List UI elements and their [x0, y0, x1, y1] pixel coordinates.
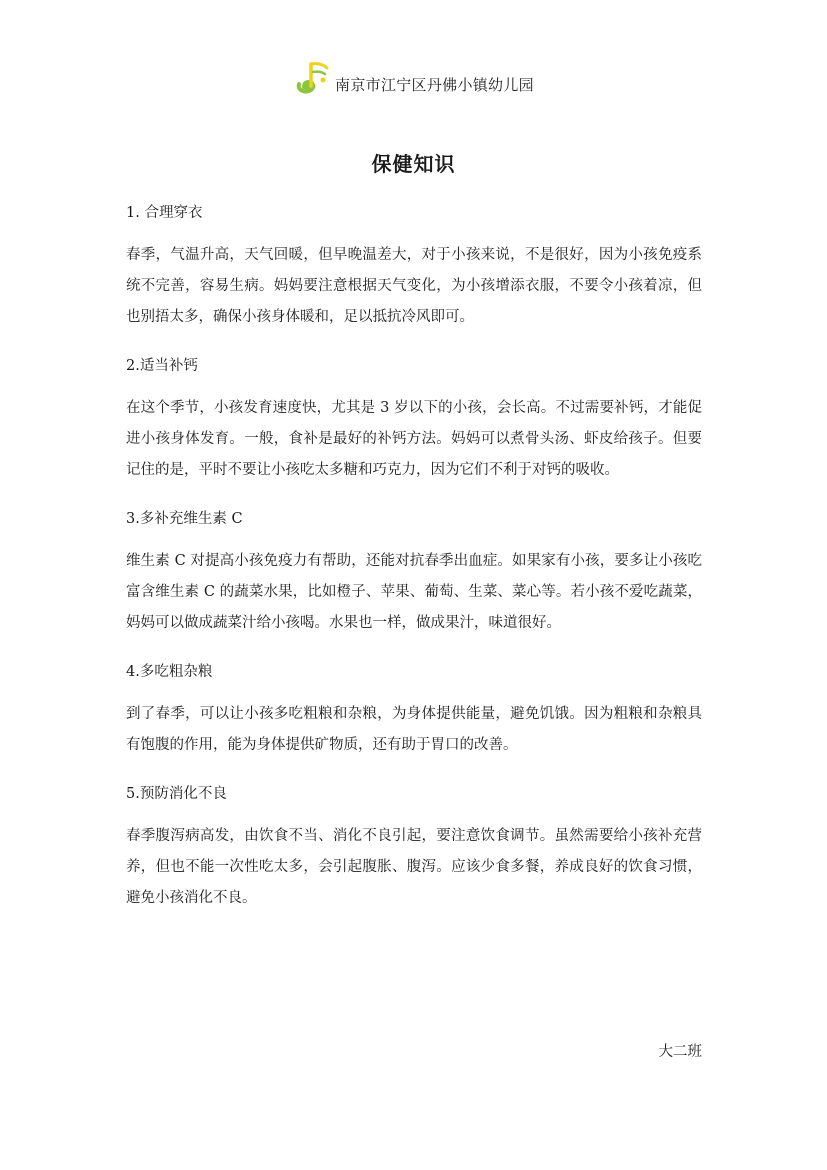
- section-5: [126, 779, 702, 914]
- section-2: [126, 351, 702, 486]
- section-1: [126, 198, 702, 333]
- section-body: 在这个季节，小孩发育速度快，尤其是 3 岁以下的小孩，会长高。不过需要补钙，才能促进小孩身体发育。一般，食补是最好的补钙方法。妈妈可以煮骨头汤、虾皮给孩子。但要记住的是，平时不要让小孩吃太多糖和巧克力，因为它们不利于对钙的吸收。: [126, 400, 702, 478]
- section-body: 维生素 C 对提高小孩免疫力有帮助，还能对抗春季出血症。如果家有小孩，要多让小孩吃富含维生素 C 的蔬菜水果，比如橙子、苹果、葡萄、生菜、菜心等。若小孩不爱吃蔬菜，妈妈可以做成蔬菜汁给小孩喝。水果也一样，做成果汁，味道很好。: [126, 553, 702, 631]
- article-content: [126, 198, 702, 932]
- section-4: [126, 657, 702, 761]
- section-heading: 2.适当补钙: [126, 358, 198, 374]
- section-heading: 3.多补充维生素 C: [126, 511, 243, 527]
- section-body: 春季腹泻病高发，由饮食不当、消化不良引起，要注意饮食调节。虽然需要给小孩补充营养，但也不能一次性吃太多，会引起腹胀、腹泻。应该少食多餐，养成良好的饮食习惯，避免小孩消化不良。: [126, 828, 702, 906]
- page-header: [0, 58, 827, 98]
- section-heading: 5.预防消化不良: [126, 786, 227, 802]
- class-signature: 大二班: [658, 1044, 702, 1060]
- section-body: 春季，气温升高，天气回暖，但早晚温差大，对于小孩来说，不是很好，因为小孩免疫系统不完善，容易生病。妈妈要注意根据天气变化，为小孩增添衣服，不要令小孩着凉，但也别捂太多，确保小孩身体暖和，足以抵抗冷风即可。: [126, 247, 702, 325]
- section-body: 到了春季，可以让小孩多吃粗粮和杂粮，为身体提供能量，避免饥饿。因为粗粮和杂粮具有饱腹的作用，能为身体提供矿物质，还有助于胃口的改善。: [126, 706, 702, 753]
- page-title: 保健知识: [371, 152, 456, 176]
- school-logo-icon: [293, 60, 333, 96]
- section-heading: 4.多吃粗杂粮: [126, 664, 213, 680]
- section-3: [126, 504, 702, 639]
- section-heading: 1. 合理穿衣: [126, 205, 203, 221]
- school-name: 南京市江宁区丹佛小镇幼儿园: [335, 75, 534, 94]
- header-inner: [293, 60, 534, 96]
